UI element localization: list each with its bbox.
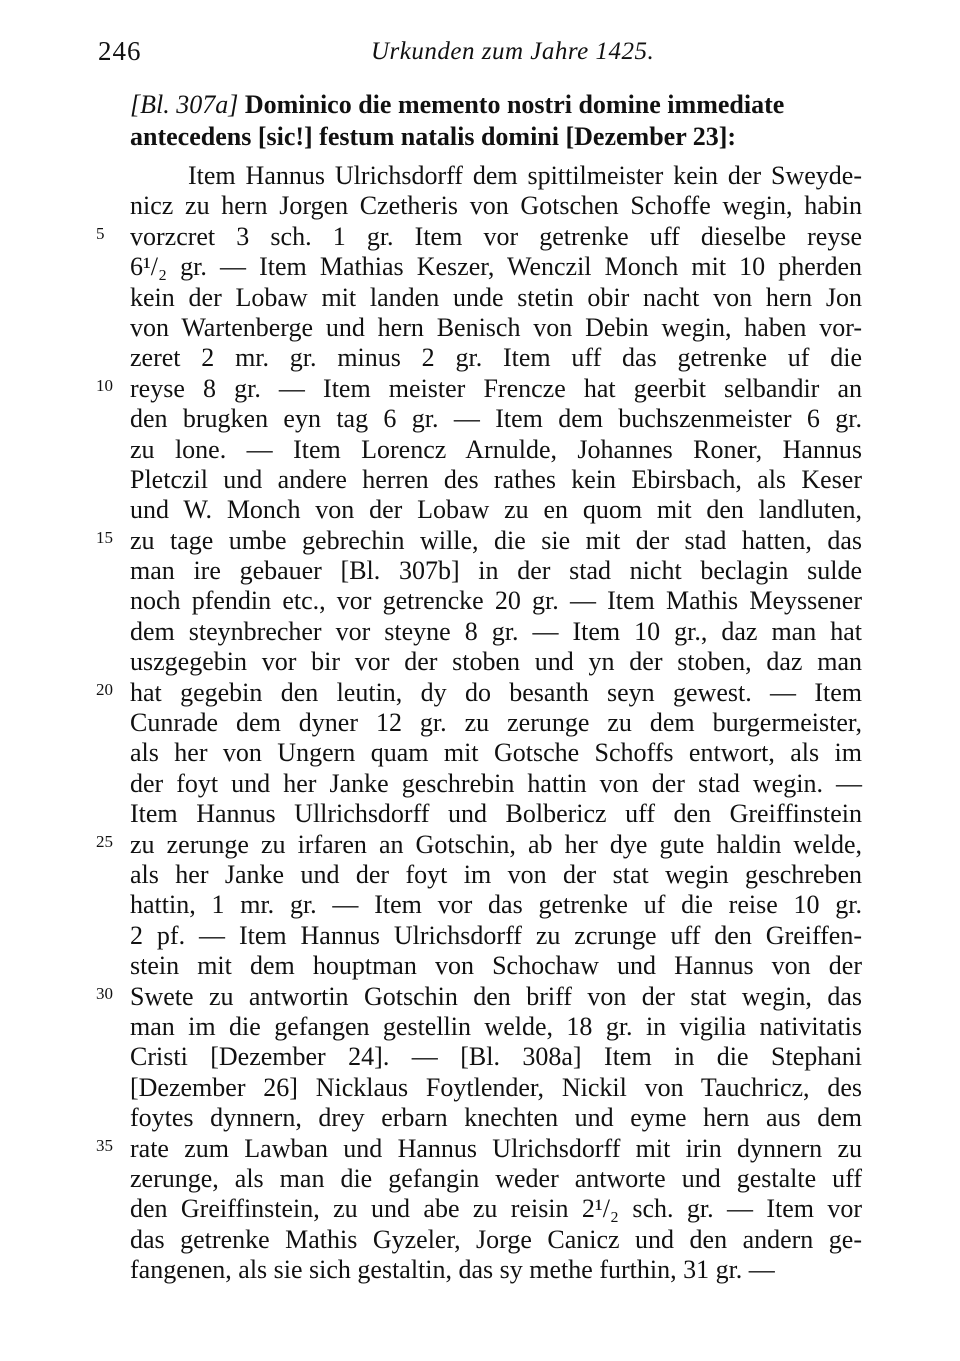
text-line-content: nicz zu hern Jorgen Czetheris von Gotschen Schoffe wegin, habin	[130, 191, 862, 221]
text-line	[130, 191, 862, 221]
text-line	[130, 343, 862, 373]
text-line	[130, 890, 862, 920]
text-line-content: Item Hannus Ulrichsdorff dem spittilmeister kein der Sweyde-	[188, 161, 862, 190]
text-line	[96, 1133, 862, 1164]
text-line-content: hattin, 1 mr. gr. — Item vor das getrenke uf die reise 10 gr.	[130, 890, 862, 920]
text-line-content: Pletczil und andere herren des rathes kein Ebirsbach, als Keser	[130, 464, 862, 494]
running-head: Urkunden zum Jahre 1425.	[371, 38, 655, 65]
text-line	[130, 161, 862, 191]
text-line-content: zu tage umbe gebrechin wille, die sie mit der stad hatten, das	[130, 525, 862, 555]
text-line	[130, 252, 862, 282]
text-line-content: als her von Ungern quam mit Gotsche Schoffs entwort, als im	[130, 738, 862, 768]
text-line	[130, 1073, 862, 1103]
text-line-content: und W. Monch von der Lobaw zu en quom mit den landluten,	[130, 495, 862, 525]
text-line	[96, 677, 862, 708]
text-line	[130, 1225, 862, 1255]
text-line	[130, 556, 862, 586]
text-line-content: der foyt und her Janke geschrebin hattin von der stad wegin. —	[130, 768, 862, 798]
text-line-content: vorzcret 3 sch. 1 gr. Item vor getrenke uff dieselbe reyse	[130, 221, 862, 251]
text-line-content: rate zum Lawban und Hannus Ulrichsdorff mit irin dynnern zu	[130, 1133, 862, 1163]
text-line-content: kein der Lobaw mit landen unde stetin obir nacht von hern Jon	[130, 282, 862, 312]
text-line	[130, 1194, 862, 1224]
text-line-content: fangenen, als sie sich gestaltin, das sy methe furthin, 31 gr. —	[130, 1255, 775, 1285]
text-line-content: das getrenke Mathis Gyzeler, Jorge Canicz und den andern ge-	[130, 1224, 862, 1254]
text-line	[130, 1103, 862, 1133]
text-line-content: man ire gebauer [Bl. 307b] in der stad nicht beclagin sulde	[130, 556, 862, 586]
text-line	[130, 1255, 862, 1285]
text-line	[96, 525, 862, 556]
text-line-content: Cunrade dem dyner 12 gr. zu zerunge zu dem burgermeister,	[130, 708, 862, 738]
text-line	[130, 617, 862, 647]
text-line	[130, 1042, 862, 1072]
text-line-content: 2 pf. — Item Hannus Ulrichsdorff zu zcrunge uff den Greiffen-	[130, 920, 862, 950]
folio-reference: [Bl. 307a]	[130, 90, 239, 119]
text-line-content: dem steynbrecher vor steyne 8 gr. — Item 10 gr., daz man hat	[130, 616, 862, 646]
text-line	[130, 769, 862, 799]
text-line	[130, 708, 862, 738]
text-line-content: den brugken eyn tag 6 gr. — Item dem buchszenmeister 6 gr.	[130, 404, 862, 434]
section-heading	[130, 89, 870, 153]
line-number: 10	[96, 375, 113, 395]
text-line-content: den Greiffinstein, zu und abe zu reisin 2¹/₂ sch. gr. — Item vor	[130, 1194, 862, 1224]
text-line	[130, 283, 862, 313]
text-line	[130, 951, 862, 981]
text-line	[130, 435, 862, 465]
heading-text: Dominico die memento nostri domine immediate	[244, 90, 785, 119]
line-number: 5	[96, 223, 105, 243]
text-line	[96, 981, 862, 1012]
text-line-content: zu lone. — Item Lorencz Arnulde, Johannes Roner, Hannus	[130, 434, 862, 464]
text-line-content: Item Hannus Ullrichsdorff und Bolbericz uff den Greiffinstein	[130, 799, 862, 829]
heading-line-2: antecedens [sic!] festum natalis domini [Dezember 23]:	[130, 122, 737, 151]
line-number: 25	[96, 831, 113, 851]
text-line	[130, 465, 862, 495]
text-line-content: zeret 2 mr. gr. minus 2 gr. Item uff das getrenke uf die	[130, 343, 862, 373]
text-line	[130, 738, 862, 768]
line-number: 35	[96, 1135, 113, 1155]
body-text	[96, 161, 862, 1285]
text-line-content: noch pfendin etc., vor getrencke 20 gr. — Item Mathis Meyssener	[130, 586, 862, 616]
text-line	[130, 647, 862, 677]
text-line	[130, 860, 862, 890]
text-line-content: Cristi [Dezember 24]. — [Bl. 308a] Item in die Stephani	[130, 1042, 862, 1072]
text-line	[130, 404, 862, 434]
text-line-content: hat gegebin den leutin, dy do besanth seyn gewest. — Item	[130, 677, 862, 707]
text-line	[130, 313, 862, 343]
text-line-content: als her Janke und der foyt im von der stat wegin geschreben	[130, 859, 862, 889]
text-line-content: reyse 8 gr. — Item meister Frencze hat geerbit selbandir an	[130, 373, 862, 403]
page-number: 246	[98, 36, 142, 66]
text-line	[130, 586, 862, 616]
text-line-content: 6¹/₂ gr. — Item Mathias Keszer, Wenczil Monch mit 10 pherden	[130, 252, 862, 282]
text-line-content: zu zerunge zu irfaren an Gotschin, ab her dye gute haldin welde,	[130, 829, 862, 859]
text-line	[96, 373, 862, 404]
text-line-content: uszgegebin vor bir vor der stoben und yn der stoben, daz man	[130, 647, 862, 677]
text-line	[96, 829, 862, 860]
text-line-content: foytes dynnern, drey erbarn knechten und eyme hern aus dem	[130, 1103, 862, 1133]
text-line	[130, 799, 862, 829]
heading-line-1	[130, 89, 870, 121]
line-number: 30	[96, 983, 113, 1003]
text-line-content: [Dezember 26] Nicklaus Foytlender, Nickil von Tauchricz, des	[130, 1072, 862, 1102]
line-number: 20	[96, 679, 113, 699]
text-line-content: von Wartenberge und hern Benisch von Debin wegin, haben vor-	[130, 312, 862, 342]
line-number: 15	[96, 527, 113, 547]
text-line	[130, 495, 862, 525]
text-line	[130, 921, 862, 951]
text-line-content: man im die gefangen gestellin welde, 18 gr. in vigilia nativitatis	[130, 1011, 862, 1041]
text-line-content: Swete zu antwortin Gotschin den briff von der stat wegin, das	[130, 981, 862, 1011]
text-line	[130, 1164, 862, 1194]
text-line	[96, 221, 862, 252]
text-line	[130, 1012, 862, 1042]
text-line-content: zerunge, als man die gefangin weder antworte und gestalte uff	[130, 1163, 862, 1193]
text-line-content: stein mit dem houptman von Schochaw und Hannus von der	[130, 951, 862, 981]
